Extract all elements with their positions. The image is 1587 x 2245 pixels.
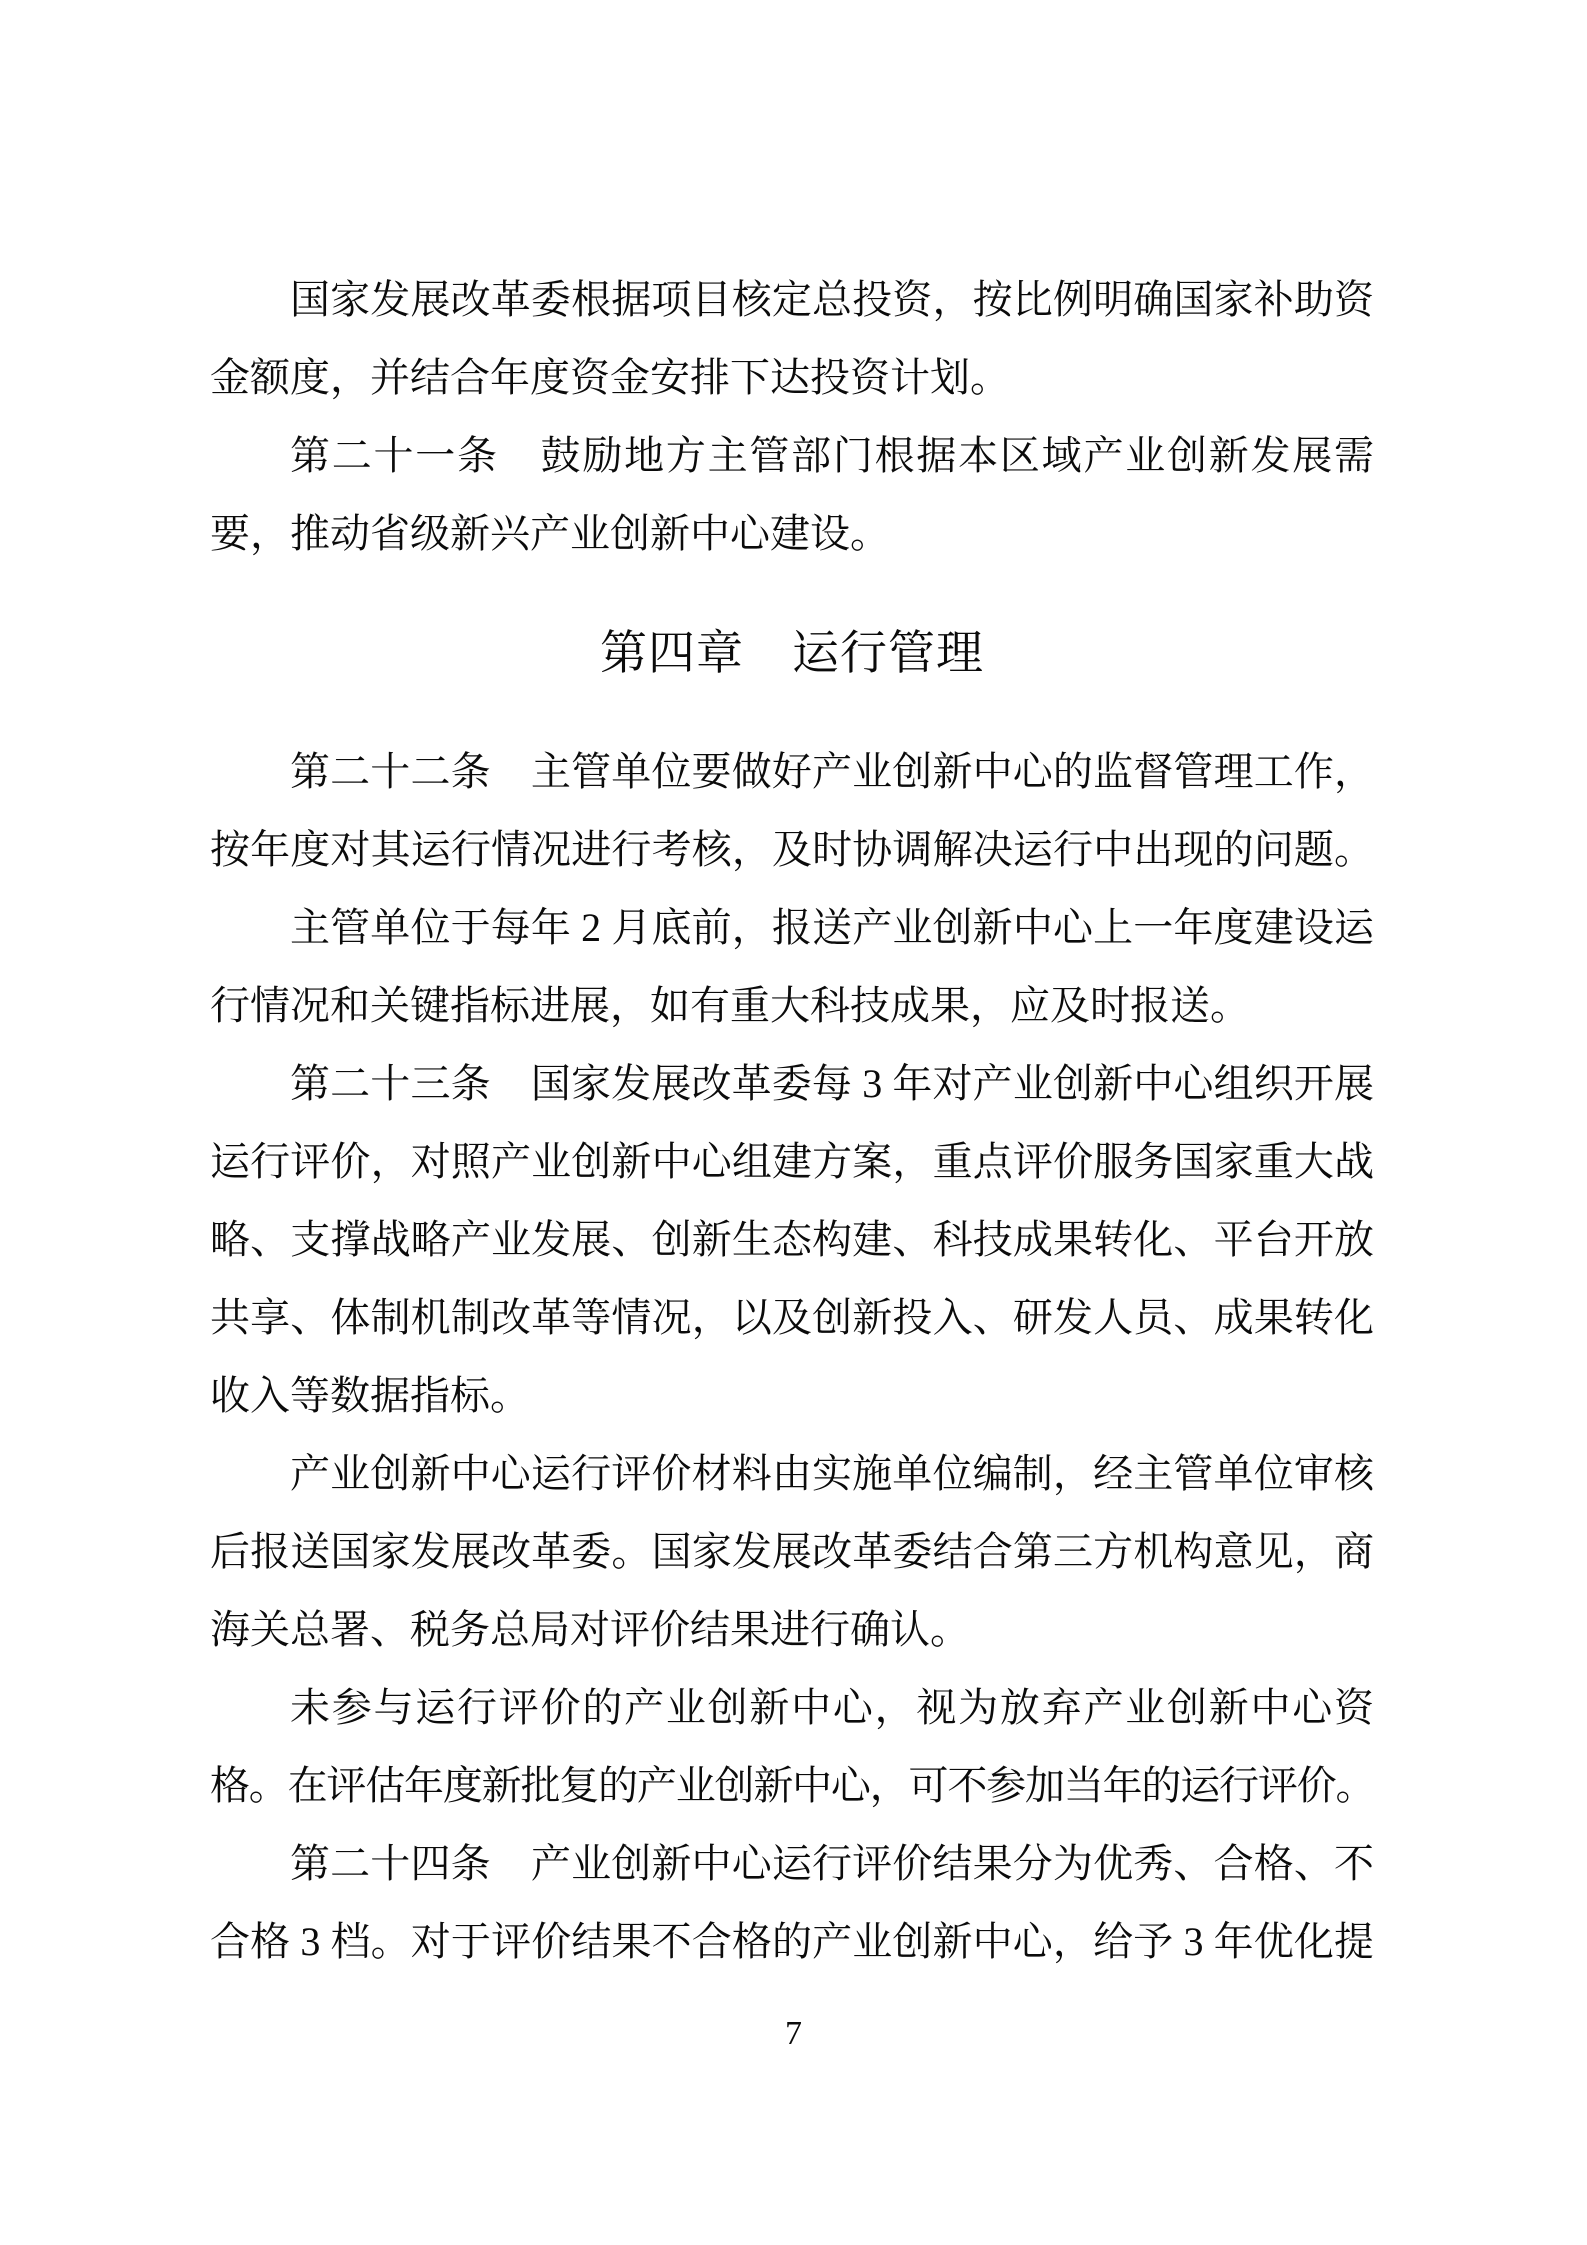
paragraph xyxy=(210,1825,1374,1981)
text-line: 主管单位于每年 2 月底前，报送产业创新中心上一年度建设运 xyxy=(290,905,1374,950)
text-line: 合格 3 档。对于评价结果不合格的产业创新中心，给予 3 年优化提 xyxy=(210,1919,1374,1964)
paragraph xyxy=(210,1045,1374,1435)
text-line: 第二十二条 主管单位要做好产业创新中心的监督管理工作， xyxy=(290,749,1374,794)
paragraph xyxy=(210,733,1374,889)
page-number: 7 xyxy=(785,2015,802,2052)
text-line: 第二十三条 国家发展改革委每 3 年对产业创新中心组织开展 xyxy=(290,1061,1374,1106)
text-line: 海关总署、税务总局对评价结果进行确认。 xyxy=(210,1607,970,1652)
paragraph xyxy=(210,417,1374,573)
paragraph xyxy=(210,261,1374,417)
chapter-heading: 第四章 运行管理 xyxy=(600,628,984,680)
page-footer xyxy=(0,2009,1587,2059)
text-line: 国家发展改革委根据项目核定总投资，按比例明确国家补助资 xyxy=(290,277,1374,322)
paragraph xyxy=(210,1669,1374,1825)
text-line: 后报送国家发展改革委。国家发展改革委结合第三方机构意见，商 xyxy=(210,1529,1374,1574)
text-line: 格。在评估年度新批复的产业创新中心，可不参加当年的运行评价。 xyxy=(210,1763,1374,1808)
text-line: 运行评价，对照产业创新中心组建方案，重点评价服务国家重大战 xyxy=(210,1139,1374,1184)
text-line: 产业创新中心运行评价材料由实施单位编制，经主管单位审核 xyxy=(290,1451,1374,1496)
text-line: 金额度，并结合年度资金安排下达投资计划。 xyxy=(210,355,1010,400)
paragraph xyxy=(210,1435,1374,1669)
text-line: 行情况和关键指标进展，如有重大科技成果，应及时报送。 xyxy=(210,983,1250,1028)
text-line: 未参与运行评价的产业创新中心，视为放弃产业创新中心资 xyxy=(290,1685,1374,1730)
text-line: 要，推动省级新兴产业创新中心建设。 xyxy=(210,511,890,556)
text-line: 共享、体制机制改革等情况，以及创新投入、研发人员、成果转化 xyxy=(210,1295,1374,1340)
text-line: 略、支撑战略产业发展、创新生态构建、科技成果转化、平台开放 xyxy=(210,1217,1374,1262)
paragraph xyxy=(210,889,1374,1045)
text-line: 按年度对其运行情况进行考核，及时协调解决运行中出现的问题。 xyxy=(210,827,1374,872)
text-line: 第二十四条 产业创新中心运行评价结果分为优秀、合格、不 xyxy=(290,1841,1374,1886)
text-line: 第二十一条 鼓励地方主管部门根据本区域产业创新发展需 xyxy=(290,433,1374,478)
text-line: 收入等数据指标。 xyxy=(210,1373,530,1418)
